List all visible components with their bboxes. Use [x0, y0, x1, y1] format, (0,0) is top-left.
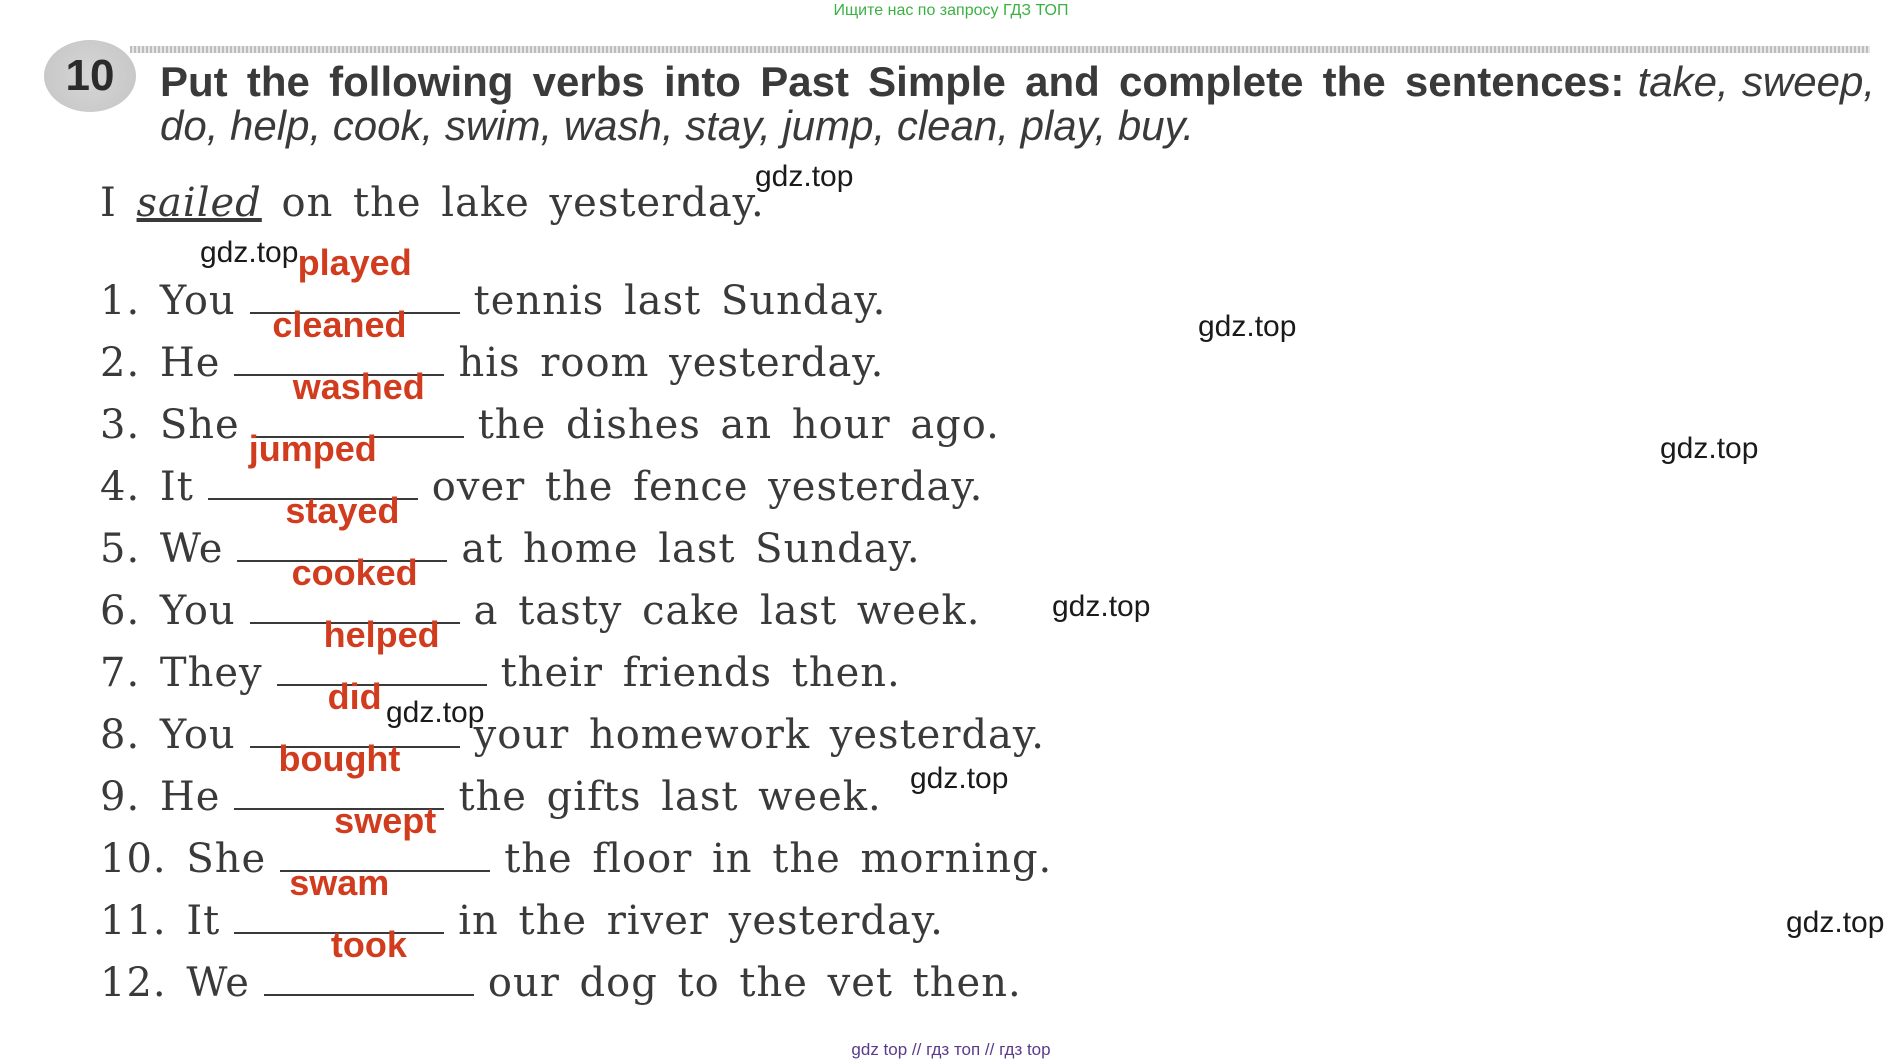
- exercise-instruction: [160, 60, 1875, 148]
- example-verb: sailed: [136, 180, 262, 226]
- sentence-rest: his room yesterday.: [458, 340, 885, 386]
- sentence-5: [100, 490, 921, 572]
- answer-text: cooked: [291, 552, 418, 593]
- sentence-subject: You: [159, 588, 236, 634]
- sentence-number: 5.: [100, 526, 141, 572]
- answer-text: took: [330, 924, 407, 965]
- exercise-number: 10: [65, 51, 115, 100]
- sentence-subject: You: [159, 712, 236, 758]
- sentence-number: 6.: [100, 588, 141, 634]
- sentence-number: 12.: [100, 960, 167, 1006]
- example-rest: on the lake yesterday.: [281, 180, 765, 226]
- watermark: gdz.top: [910, 762, 1009, 795]
- exercise-number-badge: [44, 40, 136, 112]
- watermark: gdz.top: [755, 160, 854, 193]
- answer-text: played: [297, 242, 412, 283]
- sentence-6: [100, 552, 981, 634]
- sentence-subject: They: [159, 650, 263, 696]
- answer-text: swept: [334, 800, 437, 841]
- sentence-rest: the gifts last week.: [458, 774, 882, 820]
- sentence-subject: It: [186, 898, 221, 944]
- sentence-subject: It: [159, 464, 194, 510]
- watermark: gdz.top: [200, 236, 299, 269]
- example-sentence: [100, 180, 765, 226]
- watermark: gdz.top: [386, 696, 485, 729]
- instruction-text: Put the following verbs into Past Simple and complete the sentences:: [160, 58, 1625, 105]
- answer-text: cleaned: [272, 304, 407, 345]
- answer-text: jumped: [248, 428, 377, 469]
- footer-note: gdz top // гдз топ // гдз top: [851, 1040, 1051, 1059]
- sentence-4: [100, 428, 984, 510]
- sentence-rest: the dishes an hour ago.: [477, 402, 1000, 448]
- sentence-number: 4.: [100, 464, 141, 510]
- example-subject: I: [100, 180, 117, 226]
- sentence-number: 1.: [100, 278, 141, 324]
- answer-text: stayed: [285, 490, 400, 531]
- sentence-rest: their friends then.: [500, 650, 901, 696]
- sentence-2: [100, 304, 885, 386]
- sentence-number: 7.: [100, 650, 141, 696]
- answer-text: did: [327, 676, 382, 717]
- dotted-rule: [130, 46, 1870, 53]
- sentence-number: 10.: [100, 836, 167, 882]
- sentence-subject: We: [159, 526, 224, 572]
- sentence-9: [100, 738, 882, 820]
- sentence-number: 3.: [100, 402, 141, 448]
- sentence-rest: tennis last Sunday.: [473, 278, 887, 324]
- sentence-number: 11.: [100, 898, 167, 944]
- sentence-rest: over the fence yesterday.: [431, 464, 984, 510]
- sentence-12: [100, 924, 1022, 1006]
- sentence-rest: your homework yesterday.: [473, 712, 1045, 758]
- sentence-number: 2.: [100, 340, 141, 386]
- sentence-rest: our dog to the vet then.: [487, 960, 1022, 1006]
- watermark: gdz.top: [1198, 310, 1297, 343]
- watermark: gdz.top: [1786, 906, 1885, 939]
- sentence-7: [100, 614, 901, 696]
- verb-list: take, sweep, do, help, cook, swim, wash, stay, jump, clean, play, buy.: [160, 58, 1875, 149]
- sentence-number: 8.: [100, 712, 141, 758]
- header-note: Ищите нас по запросу ГДЗ ТОП: [833, 2, 1069, 19]
- sentence-rest: in the river yesterday.: [458, 898, 944, 944]
- sentence-rest: the floor in the morning.: [504, 836, 1053, 882]
- sentence-subject: He: [159, 774, 221, 820]
- sentence-subject: He: [159, 340, 221, 386]
- watermark: gdz.top: [1660, 432, 1759, 465]
- sentence-rest: at home last Sunday.: [461, 526, 921, 572]
- sentence-subject: You: [159, 278, 236, 324]
- sentence-subject: She: [186, 836, 267, 882]
- answer-text: bought: [278, 738, 401, 779]
- sentence-number: 9.: [100, 774, 141, 820]
- answer-text: washed: [292, 366, 425, 407]
- answer-text: swam: [289, 862, 390, 903]
- watermark: gdz.top: [1052, 590, 1151, 623]
- sentence-11: [100, 862, 944, 944]
- sentence-subject: She: [159, 402, 240, 448]
- answer-blank: [264, 924, 474, 996]
- answer-text: helped: [323, 614, 440, 655]
- sentence-subject: We: [186, 960, 250, 1006]
- sentence-rest: a tasty cake last week.: [473, 588, 981, 634]
